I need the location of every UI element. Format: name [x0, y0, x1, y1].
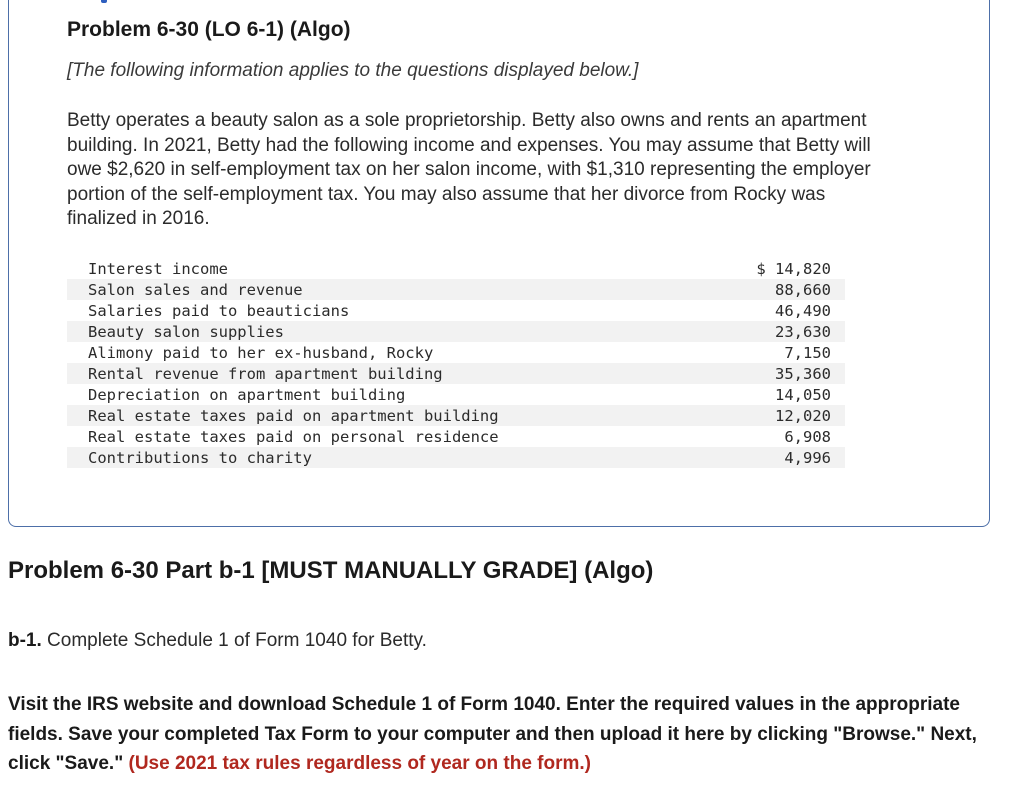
question-b1 [8, 630, 427, 652]
item-label: Rental revenue from apartment building [67, 363, 712, 384]
table-row [67, 321, 845, 342]
table-row [67, 384, 845, 405]
item-label: Real estate taxes paid on personal residence [88, 427, 499, 446]
item-label: Alimony paid to her ex-husband, Rocky [88, 343, 434, 362]
item-label: Salon sales and revenue [67, 279, 712, 300]
item-value: 14,050 [775, 385, 831, 404]
item-value: 35,360 [712, 363, 845, 384]
table-row [67, 300, 845, 321]
item-value: 46,490 [775, 301, 831, 320]
item-value: 23,630 [712, 321, 845, 342]
table-row [67, 342, 845, 363]
scenario-text: Betty operates a beauty salon as a sole proprietorship. Betty also owns and rents an apartment building. In 2021, Betty had the following income and expenses. You may assume that Betty will owe $2,620 in self-employment tax on her salon income, with $1,310 representing the employer portion of the self-employment tax. You may also assume that her divorce from Rocky was finalized in 2016. [67, 110, 871, 229]
item-value: 88,660 [712, 279, 845, 300]
item-label: Beauty salon supplies [67, 321, 712, 342]
item-label: Contributions to charity [67, 447, 712, 468]
table-row [67, 405, 845, 426]
item-label: Depreciation on apartment building [88, 385, 406, 404]
table-row [67, 279, 845, 300]
instructions-text: Visit the IRS website and download Schedule 1 of Form 1040. Enter the required values in the appropriate fields. Save your completed Tax Form to your computer and then upload it here by clicking "Browse." Next, click "Save." [8, 694, 977, 774]
table-row [67, 426, 845, 447]
upload-instructions [8, 690, 1008, 779]
question-b1-label: b-1. [8, 630, 42, 651]
table-row [67, 447, 845, 468]
question-b1-text: Complete Schedule 1 of Form 1040 for Betty. [41, 630, 427, 651]
item-label: Real estate taxes paid on apartment building [67, 405, 712, 426]
item-label: Salaries paid to beauticians [88, 301, 350, 320]
item-value: 12,020 [712, 405, 845, 426]
problem-title: Problem 6-30 (LO 6-1) (Algo) [67, 18, 351, 41]
table-row [67, 258, 845, 279]
part-title: Problem 6-30 Part b-1 [MUST MANUALLY GRADE] (Algo) [8, 557, 654, 584]
table-row [67, 363, 845, 384]
item-value: 4,996 [712, 447, 845, 468]
item-value: $ 14,820 [756, 259, 831, 278]
instructions-note: (Use 2021 tax rules regardless of year on the form.) [128, 753, 592, 774]
item-value: 6,908 [784, 427, 831, 446]
item-label: Interest income [88, 259, 228, 278]
item-value: 7,150 [784, 343, 831, 362]
income-expense-table [67, 258, 845, 468]
applies-note: [The following information applies to the questions displayed below.] [67, 60, 639, 81]
